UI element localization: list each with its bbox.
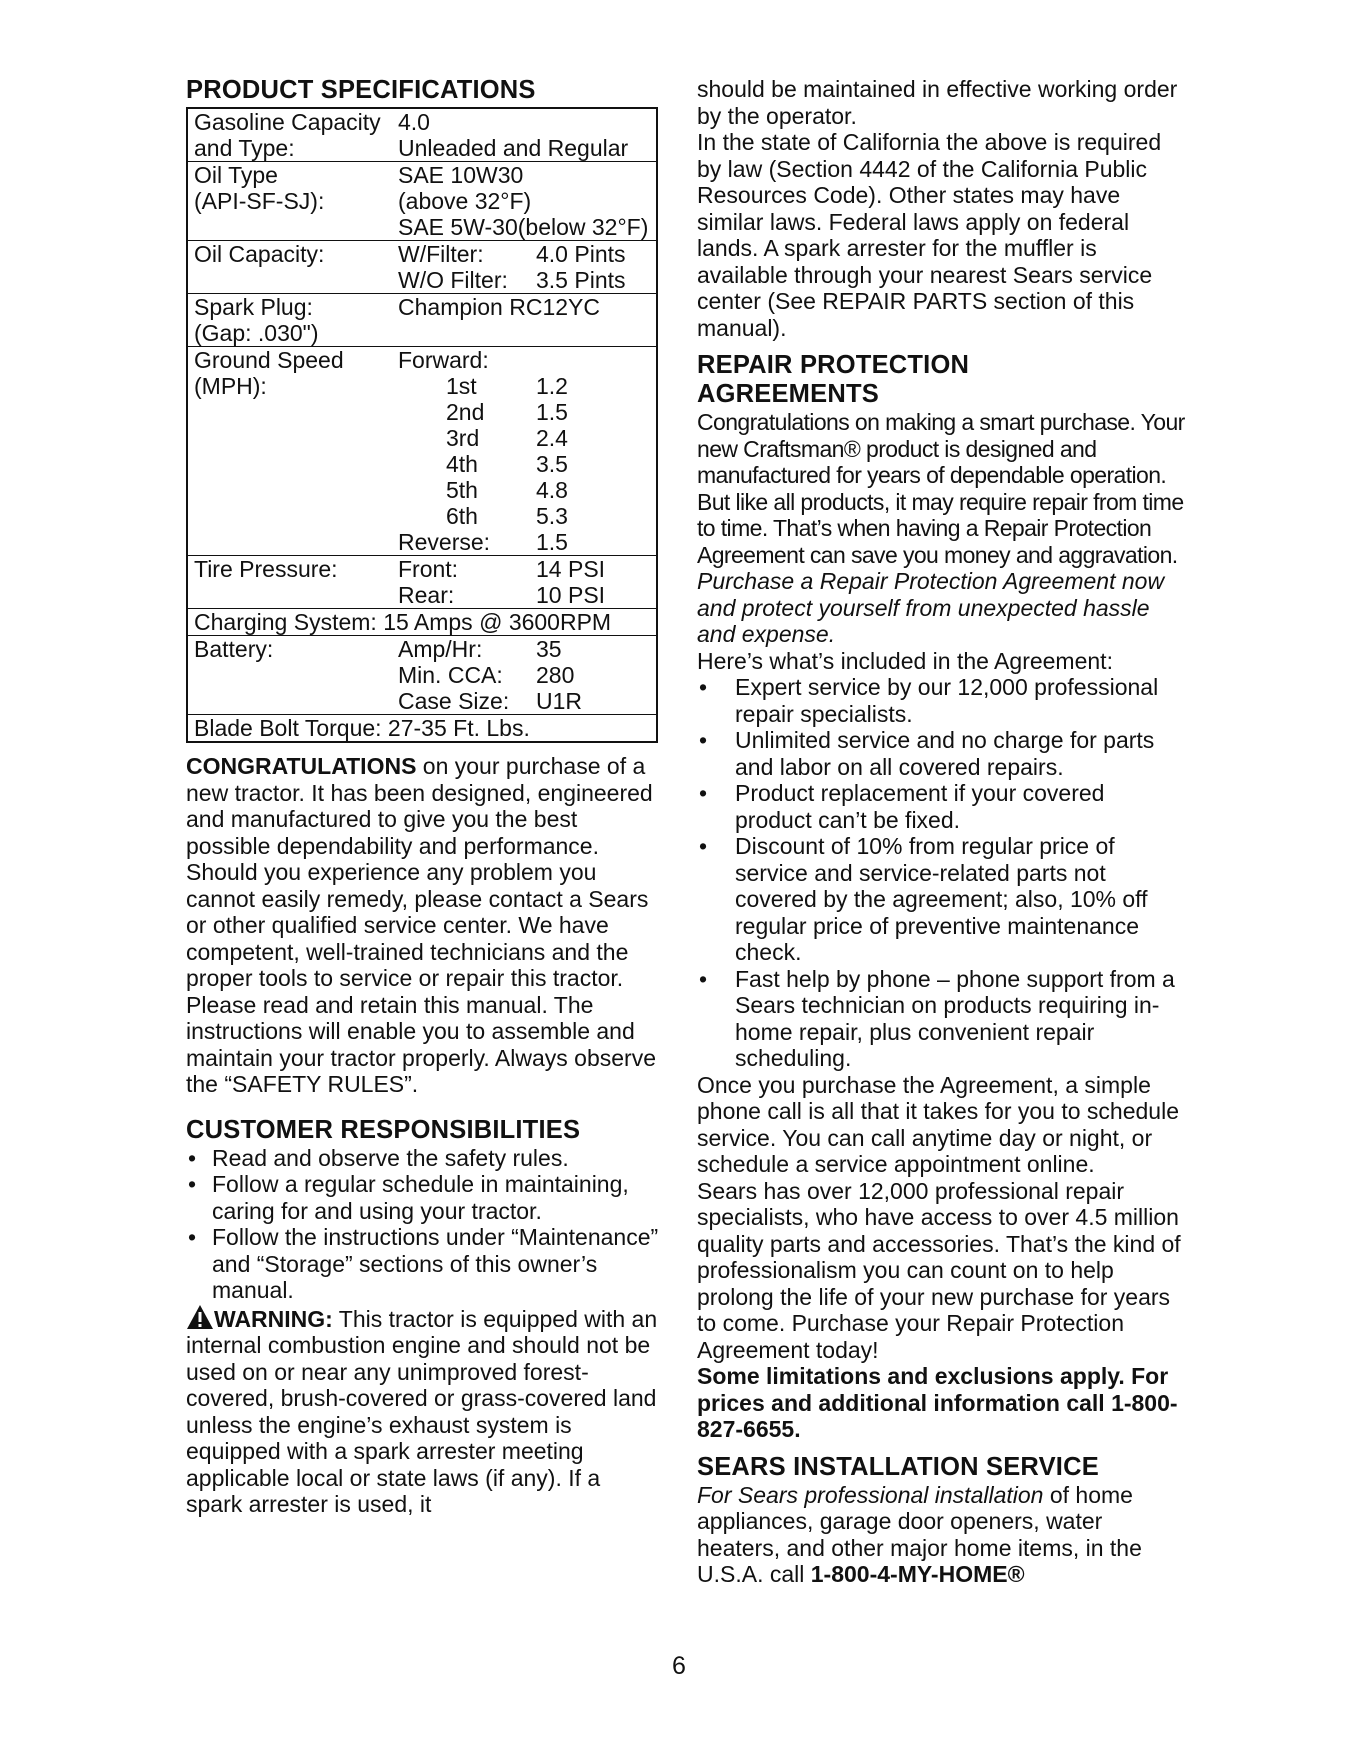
spec-value-2: 1.5 bbox=[536, 399, 568, 425]
spec-value-2: 14 PSI bbox=[536, 556, 606, 582]
spec-key bbox=[194, 399, 398, 425]
responsibilities-title: CUSTOMER RESPONSIBILITIES bbox=[186, 1115, 581, 1144]
spec-key bbox=[194, 477, 398, 503]
spec-row bbox=[188, 636, 656, 715]
spec-line bbox=[194, 503, 656, 529]
spec-line bbox=[194, 582, 656, 608]
service-paragraph: Should you experience any problem you cannot easily remedy, please contact a Sears or other qualified service center. We have competent, well-trained technicians and the proper tools to service or repair this tractor. bbox=[186, 859, 649, 991]
installation-phone: 1-800-4-MY-HOME® bbox=[810, 1561, 1025, 1587]
spec-line bbox=[194, 347, 656, 373]
spec-line bbox=[194, 109, 656, 135]
spec-key bbox=[194, 451, 398, 477]
rpa-italic: Purchase a Repair Protection Agreement now and protect yourself from unexpected hassle and expense. bbox=[697, 568, 1165, 647]
spec-value-2: 1.2 bbox=[536, 373, 568, 399]
installation-text: of home appliances, garage door openers, water heaters, and other major home items, in the U.S.A. call bbox=[697, 1481, 1142, 1587]
spec-line bbox=[194, 556, 656, 582]
spec-key: Gasoline Capacity bbox=[194, 109, 381, 135]
spec-key: Spark Plug: bbox=[194, 294, 313, 320]
spec-key bbox=[194, 214, 398, 240]
right-column bbox=[697, 76, 1187, 1588]
spec-line bbox=[194, 477, 656, 503]
spec-line bbox=[194, 662, 656, 688]
spec-line bbox=[194, 688, 656, 714]
spec-key: (API-SF-SJ): bbox=[194, 188, 325, 214]
spec-key bbox=[194, 529, 398, 555]
spec-row bbox=[188, 109, 656, 162]
spec-value-2: 5.3 bbox=[536, 503, 568, 529]
spec-blade: Blade Bolt Torque: 27-35 Ft. Lbs. bbox=[194, 715, 530, 741]
rpa-title-line2: AGREEMENTS bbox=[697, 380, 879, 408]
spec-line bbox=[194, 267, 656, 293]
spec-value: W/O Filter: bbox=[398, 267, 508, 293]
spec-key: Ground Speed bbox=[194, 347, 344, 373]
spec-value: Case Size: bbox=[398, 688, 510, 714]
spec-line bbox=[194, 636, 656, 662]
list-item: • Follow the instructions under “Maintenance” and “Storage” sections of this owner’s manual. bbox=[186, 1224, 662, 1304]
spec-value bbox=[398, 320, 536, 346]
spec-line bbox=[194, 451, 656, 477]
congrats-bold: CONGRATULATIONS bbox=[186, 753, 417, 779]
spec-value: Rear: bbox=[398, 582, 455, 608]
spec-value: Forward: bbox=[398, 347, 489, 373]
rpa-list bbox=[697, 674, 1187, 1072]
spec-value: 1st bbox=[446, 373, 477, 399]
spec-line bbox=[194, 135, 656, 161]
spec-key bbox=[194, 267, 398, 293]
page-number: 6 bbox=[672, 1652, 686, 1680]
spec-line bbox=[194, 162, 656, 188]
spec-value-2: 1.5 bbox=[536, 529, 568, 555]
spec-value-2: 4.8 bbox=[536, 477, 568, 503]
spec-key: and Type: bbox=[194, 135, 295, 161]
rpa-limitations: Some limitations and exclusions apply. For prices and additional information call 1-800-827-6655. bbox=[697, 1363, 1178, 1442]
spec-value-2: 3.5 bbox=[536, 451, 568, 477]
spec-value: 3rd bbox=[446, 425, 480, 451]
spec-row bbox=[188, 715, 656, 741]
congrats-text: on your purchase of a new tractor. It has been designed, engineered and manufactured to give you the best possible dependability and performance. bbox=[186, 753, 653, 859]
spec-value-2: 2.4 bbox=[536, 425, 568, 451]
spec-value-2: 280 bbox=[536, 662, 575, 688]
spec-line bbox=[194, 529, 656, 555]
spec-key: (MPH): bbox=[194, 373, 267, 399]
spec-row bbox=[188, 294, 656, 347]
spec-line bbox=[194, 188, 656, 214]
rpa-title-line1: REPAIR PROTECTION bbox=[697, 351, 970, 379]
spec-value-2: 10 PSI bbox=[536, 582, 606, 608]
warning-triangle-icon bbox=[186, 1304, 214, 1330]
spec-value: Front: bbox=[398, 556, 459, 582]
list-item: • Read and observe the safety rules. bbox=[186, 1145, 662, 1172]
spec-value: 2nd bbox=[446, 399, 485, 425]
spec-title: PRODUCT SPECIFICATIONS bbox=[186, 76, 536, 104]
spec-value: Reverse: bbox=[398, 529, 491, 555]
list-item: • Fast help by phone – phone support from a Sears technician on products requiring in-home repair, plus convenient repair scheduling. bbox=[697, 966, 1187, 1072]
spec-value: Champion RC12YC bbox=[398, 294, 600, 320]
manual-paragraph: Please read and retain this manual. The instructions will enable you to assemble and maintain your tractor properly. Always observe the “SAFETY RULES”. bbox=[186, 991, 656, 1097]
rpa-intro: Here’s what’s included in the Agreement: bbox=[697, 647, 1113, 674]
spec-key bbox=[194, 582, 398, 608]
spec-key: Oil Capacity: bbox=[194, 241, 325, 267]
warning-paragraph bbox=[186, 1304, 662, 1518]
spec-key bbox=[194, 503, 398, 529]
list-item: • Expert service by our 12,000 professional repair specialists. bbox=[697, 674, 1187, 727]
spec-row bbox=[188, 609, 656, 636]
responsibilities-list bbox=[186, 1145, 662, 1304]
spec-value: 6th bbox=[446, 503, 478, 529]
rpa-paragraph: Congratulations on making a smart purchase. Your new Craftsman® product is designed and manufactured for years of dependable operation. But like all products, it may require repair from time to time. That’s when having a Repair Protection Agreement can save you money and aggravation. bbox=[697, 409, 1185, 568]
rpa-specialists-paragraph: Sears has over 12,000 professional repair specialists, who have access to over 4.5 million quality parts and accessories. That’s the kind of professionalism you can count on to help prolong the life of your new purchase for years to come. Purchase your Repair Protection Agreement today! bbox=[697, 1177, 1181, 1363]
spec-line bbox=[194, 609, 656, 635]
spec-key bbox=[194, 662, 398, 688]
spec-line bbox=[194, 320, 656, 346]
left-column bbox=[186, 76, 662, 1518]
list-item: • Discount of 10% from regular price of service and service-related parts not covered by the agreement; also, 10% off regular price of preventive maintenance check. bbox=[697, 833, 1187, 966]
spec-key bbox=[194, 425, 398, 451]
spec-value: (above 32°F) bbox=[398, 188, 532, 214]
spec-value: 5th bbox=[446, 477, 478, 503]
warning-text: This tractor is equipped with an internal combustion engine and should not be used on or near any unimproved forest-covered, brush-covered or grass-covered land unless the engine’s exhaust system is equipped with a spark arrester meeting applicable local or state laws (if any). If a spark arrester is used, it bbox=[186, 1305, 658, 1517]
spec-line bbox=[194, 294, 656, 320]
spec-key bbox=[194, 688, 398, 714]
spec-value: Amp/Hr: bbox=[398, 636, 483, 662]
spec-line bbox=[194, 715, 656, 741]
warning-label: WARNING: bbox=[214, 1305, 333, 1332]
spec-line bbox=[194, 425, 656, 451]
spec-value-2: 35 bbox=[536, 636, 562, 662]
spec-value: SAE 5W-30(below 32°F) bbox=[398, 214, 649, 240]
spec-key: (Gap: .030") bbox=[194, 320, 319, 346]
spec-value: 4.0 bbox=[398, 109, 430, 135]
list-item: • Follow a regular schedule in maintaining, caring for and using your tractor. bbox=[186, 1171, 662, 1224]
continued-text: should be maintained in effective working order by the operator. bbox=[697, 76, 1178, 129]
installation-title: SEARS INSTALLATION SERVICE bbox=[697, 1452, 1099, 1481]
spec-line bbox=[194, 214, 656, 240]
california-paragraph: In the state of California the above is required by law (Section 4442 of the California Public Resources Code). Other states may have similar laws. Federal laws apply on federal lands. A spark arrester for the muffler is available through your nearest Sears service center (See REPAIR PARTS section of this manual). bbox=[697, 129, 1162, 341]
spec-value-2: 4.0 Pints bbox=[536, 241, 626, 267]
spec-value: Min. CCA: bbox=[398, 662, 503, 688]
rpa-schedule-paragraph: Once you purchase the Agreement, a simple phone call is all that it takes for you to schedule service. You can call anytime day or night, or schedule a service appointment online. bbox=[697, 1071, 1180, 1177]
spec-value: W/Filter: bbox=[398, 241, 484, 267]
spec-row bbox=[188, 347, 656, 556]
spec-value: SAE 10W30 bbox=[398, 162, 524, 188]
spec-key: Tire Pressure: bbox=[194, 556, 338, 582]
spec-value-2: U1R bbox=[536, 688, 583, 714]
spec-row bbox=[188, 556, 656, 609]
installation-italic: For Sears professional installation bbox=[697, 1481, 1044, 1508]
installation-paragraph bbox=[697, 1482, 1187, 1588]
spec-row bbox=[188, 162, 656, 241]
spec-key: Battery: bbox=[194, 636, 274, 662]
spec-charging: Charging System: 15 Amps @ 3600RPM bbox=[194, 609, 612, 635]
spec-key: Oil Type bbox=[194, 162, 278, 188]
spec-line bbox=[194, 373, 656, 399]
spec-row bbox=[188, 241, 656, 294]
list-item: • Product replacement if your covered product can’t be fixed. bbox=[697, 780, 1187, 833]
list-item: • Unlimited service and no charge for parts and labor on all covered repairs. bbox=[697, 727, 1187, 780]
spec-value-2: 3.5 Pints bbox=[536, 267, 626, 293]
congrats-paragraph bbox=[186, 753, 662, 859]
spec-value: 4th bbox=[446, 451, 478, 477]
spec-line bbox=[194, 241, 656, 267]
spec-value: Unleaded and Regular bbox=[398, 135, 629, 161]
spec-line bbox=[194, 399, 656, 425]
spec-table bbox=[186, 107, 658, 743]
